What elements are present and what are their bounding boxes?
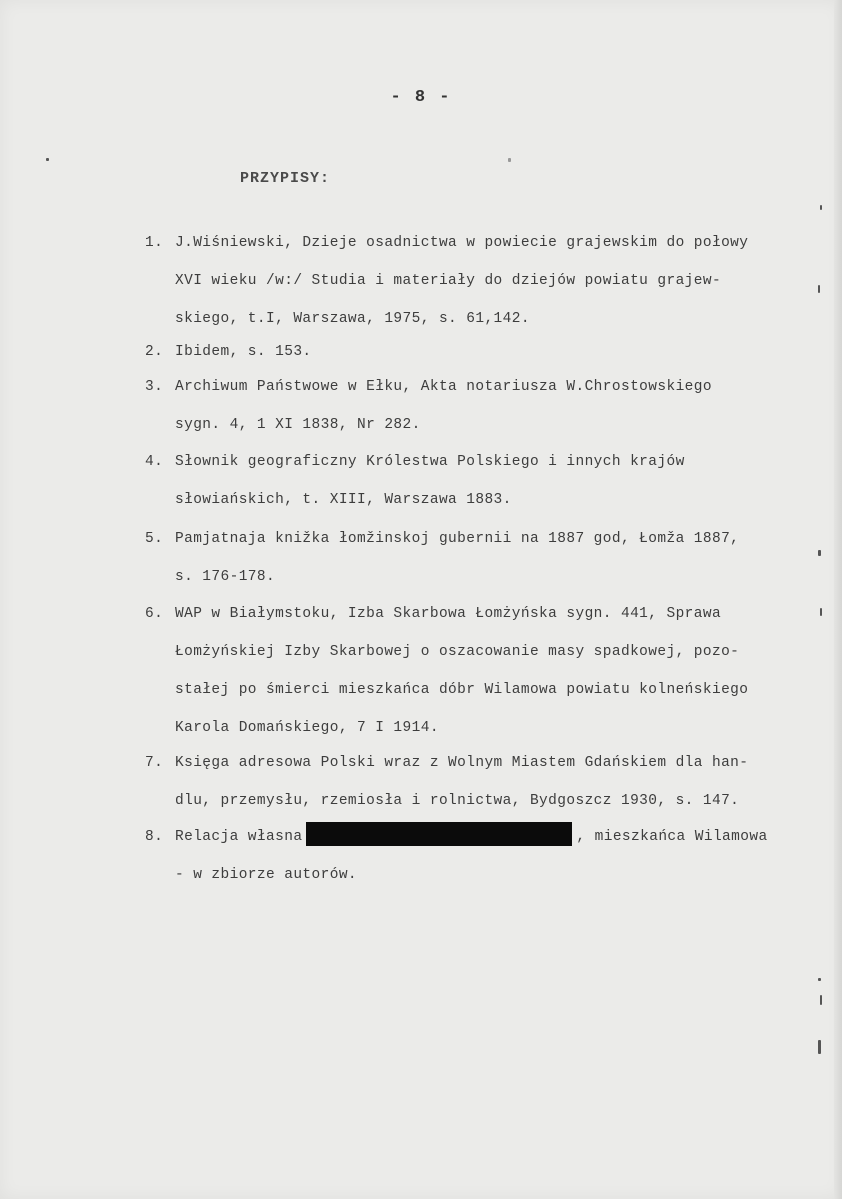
footnote-text: WAP w Białymstoku, Izba Skarbowa Łomżyńska sygn. 441, Sprawa Łomżyńskiej Izby Skarbowej o oszacowanie masy spadkowej, pozo- stałej po śmierci mieszkańca dóbr Wilamowa powiatu kolneńskiego Karola Domańskiego, 7 I 1914. [175, 606, 749, 736]
footnote-text: Pamjatnaja knižka łomžinskoj gubernii na 1887 god, Łomža 1887, s. 176-178. [175, 531, 740, 585]
footnote-text-before: Relacja własna [175, 829, 303, 845]
footnote-text-line2: - w zbiorze autorów. [175, 867, 358, 883]
scan-speck [508, 158, 511, 162]
scan-speck [46, 158, 49, 161]
footnote-number: 7. [145, 755, 164, 771]
footnote-number: 1. [145, 235, 164, 251]
scan-speck [820, 608, 822, 616]
redaction-bar [306, 822, 572, 846]
footnote-number: 4. [145, 454, 164, 470]
footnote-text: Słownik geograficzny Królestwa Polskiego i innych krajów słowiańskich, t. XIII, Warszawa 1883. [175, 454, 685, 508]
footnote [140, 595, 830, 747]
scan-speck [818, 550, 821, 556]
scan-speck [820, 205, 822, 210]
footnote [140, 818, 830, 894]
footnote-text-after: , mieszkańca Wilamowa [576, 829, 768, 845]
footnote-text: J.Wiśniewski, Dzieje osadnictwa w powiecie grajewskim do połowy XVI wieku /w:/ Studia i materiały do dziejów powiatu grajew- skiego, t.I, Warszawa, 1975, s. 61,142. [175, 235, 749, 327]
footnote-text: Archiwum Państwowe w Ełku, Akta notariusza W.Chrostowskiego sygn. 4, 1 XI 1838, Nr 282. [175, 379, 712, 433]
page-edge [834, 0, 842, 1199]
footnote [140, 744, 830, 820]
scan-speck [818, 978, 821, 981]
footnote-text: Księga adresowa Polski wraz z Wolnym Miastem Gdańskiem dla han- dlu, przemysłu, rzemiosła i rolnictwa, Bydgoszcz 1930, s. 147. [175, 755, 749, 809]
footnote [140, 368, 830, 444]
page-number: - 8 - [390, 88, 452, 107]
footnote-number: 6. [145, 606, 164, 622]
scan-speck [820, 995, 822, 1005]
footnote-number: 2. [145, 344, 164, 360]
footnote-number: 8. [145, 829, 164, 845]
footnote [140, 224, 830, 338]
footnote [140, 443, 830, 519]
footnote-text [175, 818, 830, 894]
footnote [140, 333, 830, 371]
footnotes-heading: PRZYPISY: [240, 170, 331, 187]
scan-speck [818, 1040, 821, 1054]
scan-speck [818, 285, 820, 293]
footnote-number: 3. [145, 379, 164, 395]
footnote-text: Ibidem, s. 153. [175, 344, 312, 360]
footnote [140, 520, 830, 596]
footnote-number: 5. [145, 531, 164, 547]
